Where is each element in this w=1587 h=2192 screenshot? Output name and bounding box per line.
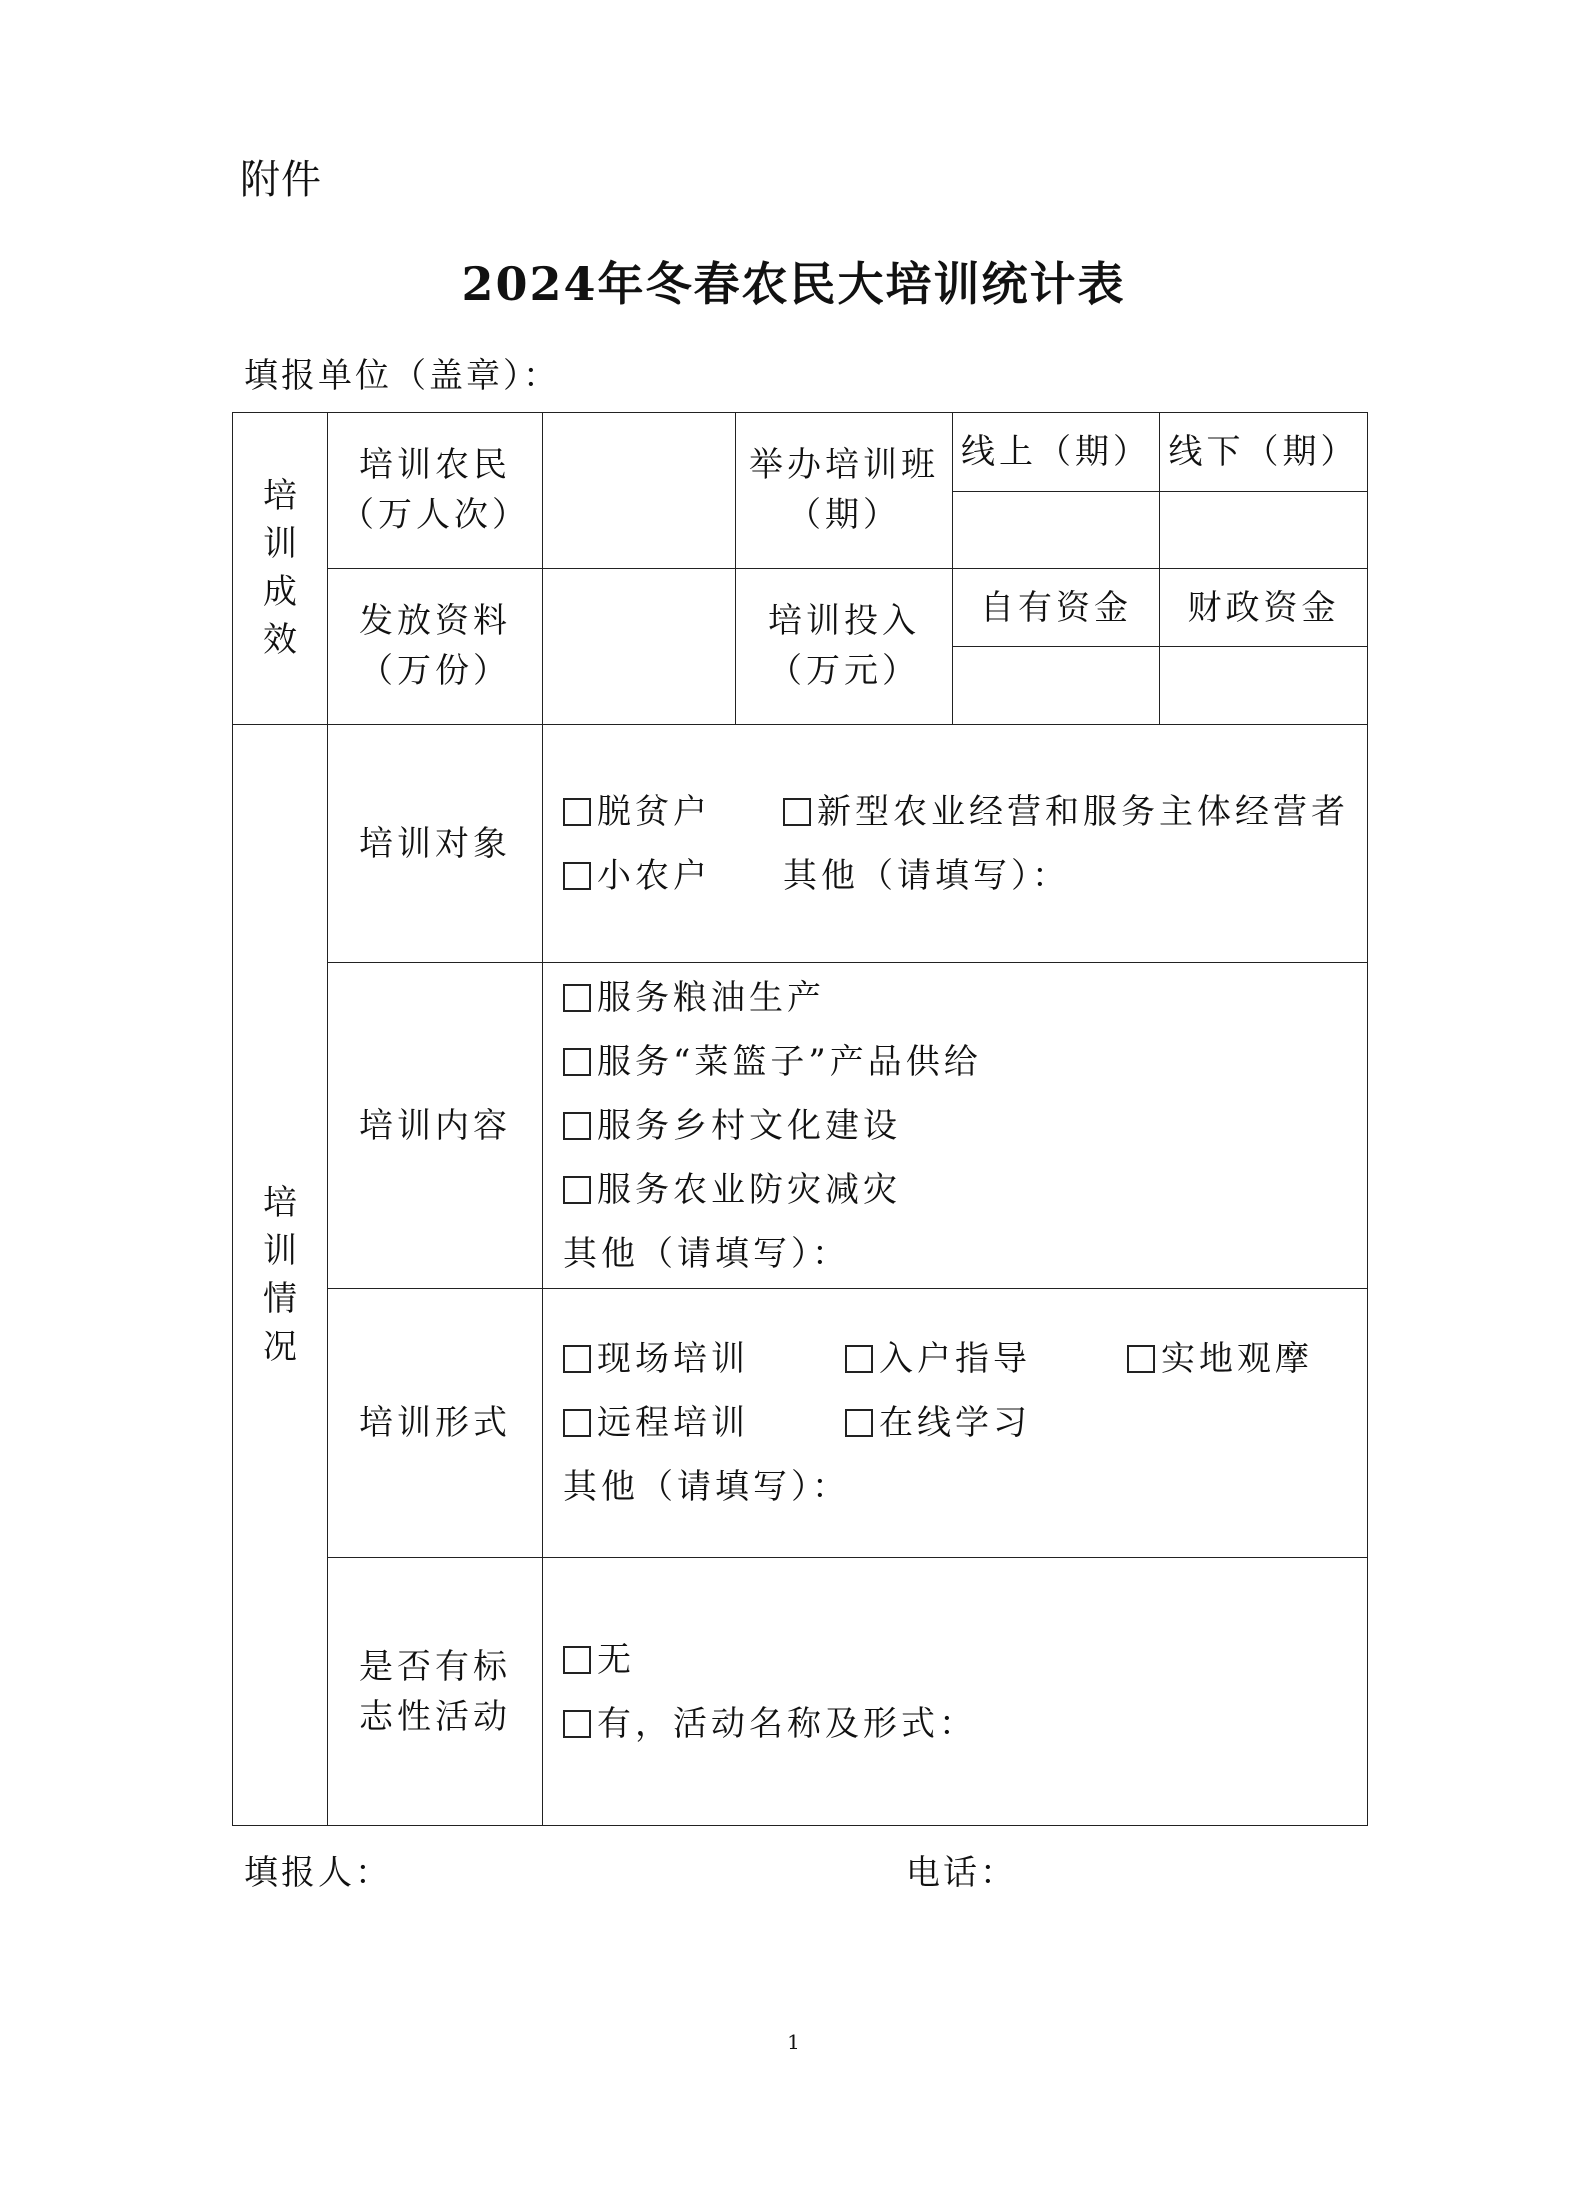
landmark-activity-label: 是否有标 志性活动 [328,1558,543,1826]
checkbox-icon[interactable] [563,984,591,1012]
phone-label: 电话： [906,1853,1017,1893]
online-classes-field[interactable] [953,491,1160,568]
content-other-field[interactable]: 其他（请填写）： [563,1233,850,1274]
checkbox-icon[interactable] [563,1345,591,1373]
online-label: 线上（期） [953,413,1160,492]
investment-label: 培训投入 （万元） [736,568,953,724]
option-poverty[interactable]: 脱贫户 [563,780,783,844]
checkbox-icon[interactable] [783,798,811,826]
target-other-field[interactable]: 其他（请填写）： [783,855,1070,896]
checkbox-icon[interactable] [845,1409,873,1437]
filler-label: 填报人： [244,1853,392,1893]
option-grain-production[interactable]: 服务粮油生产 [563,966,825,1030]
option-household-guidance[interactable]: 入户指导 [845,1327,1127,1391]
farmers-trained-label: 培训农民 （万人次） [328,413,543,569]
training-form-label: 培训形式 [328,1288,543,1558]
offline-classes-field[interactable] [1160,491,1368,568]
training-content-options [543,963,1368,1288]
option-yes[interactable]: 有，活动名称及形式： [563,1692,977,1756]
fiscal-funds-label: 财政资金 [1160,568,1368,647]
option-vegetable-basket[interactable]: 服务“菜篮子”产品供给 [563,1030,982,1094]
checkbox-icon[interactable] [563,1176,591,1204]
training-form-options [543,1288,1368,1558]
reporting-unit-label: 填报单位（盖章）： [244,356,560,396]
section-results-label: 培 训 成 效 [233,413,328,725]
own-funds-label: 自有资金 [953,568,1160,647]
option-field-visit[interactable]: 实地观摩 [1127,1327,1313,1391]
option-smallholder[interactable]: 小农户 [563,844,783,908]
fiscal-funds-field[interactable] [1160,647,1368,724]
section-situation-label: 培 训 情 况 [233,724,328,1825]
checkbox-icon[interactable] [563,1710,591,1738]
option-onsite-training[interactable]: 现场培训 [563,1327,845,1391]
checkbox-icon[interactable] [563,1048,591,1076]
farmers-trained-field[interactable] [543,413,736,569]
option-no[interactable]: 无 [563,1628,635,1692]
classes-held-label: 举办培训班 （期） [736,413,953,569]
training-target-label: 培训对象 [328,724,543,963]
training-content-label: 培训内容 [328,963,543,1288]
form-other-field[interactable]: 其他（请填写）： [563,1466,850,1507]
option-disaster-prevention[interactable]: 服务农业防灾减灾 [563,1158,901,1222]
statistics-table [232,412,1368,1826]
training-target-options [543,724,1368,963]
page-title: 2024年冬春农民大培训统计表 [461,257,1126,311]
checkbox-icon[interactable] [563,1112,591,1140]
own-funds-field[interactable] [953,647,1160,724]
materials-field[interactable] [543,568,736,724]
offline-label: 线下（期） [1160,413,1368,492]
option-remote-training[interactable]: 远程培训 [563,1391,845,1455]
checkbox-icon[interactable] [563,862,591,890]
option-online-learning[interactable]: 在线学习 [845,1391,1031,1455]
checkbox-icon[interactable] [563,1409,591,1437]
attachment-label: 附件 [240,157,322,203]
checkbox-icon[interactable] [845,1345,873,1373]
page-number: 1 [787,2030,800,2054]
checkbox-icon[interactable] [1127,1345,1155,1373]
checkbox-icon[interactable] [563,798,591,826]
option-new-type-operator[interactable]: 新型农业经营和服务主体经营者 [783,780,1349,844]
option-rural-culture[interactable]: 服务乡村文化建设 [563,1094,901,1158]
materials-label: 发放资料 （万份） [328,568,543,724]
landmark-activity-options [543,1558,1368,1826]
checkbox-icon[interactable] [563,1646,591,1674]
